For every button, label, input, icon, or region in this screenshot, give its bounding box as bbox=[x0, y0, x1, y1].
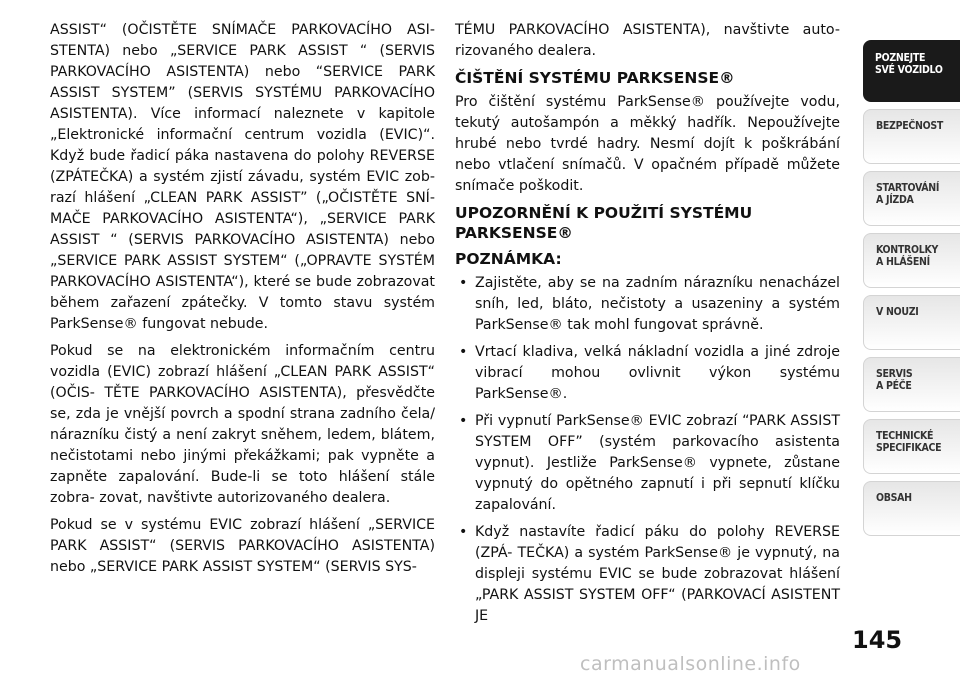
section-heading-warnings: UPOZORNĚNÍ K POUŽITÍ SYSTÉMU PARKSENSE® bbox=[455, 204, 753, 242]
section-heading-cleaning: ČIŠTĚNÍ SYSTÉMU PARKSENSE® bbox=[455, 69, 735, 87]
paragraph: Pro čištění systému ParkSense® používejte vodu, tekutý autošampón a měkký hadřík. Nepoužívejte hrubé nebo tvrdé hadry. Nesmí dojít k poškrábání nebo vtlačení snímačů. V opačném případě můžete snímače poškodit. bbox=[455, 94, 840, 194]
left-column bbox=[50, 20, 435, 584]
tab-indicators-messages[interactable]: KONTROLKY A HLÁŠENÍ bbox=[863, 233, 960, 288]
tab-starting-driving[interactable]: STARTOVÁNÍ A JÍZDA bbox=[863, 171, 960, 226]
bullet-list bbox=[455, 273, 840, 627]
tab-contents[interactable]: OBSAH bbox=[863, 481, 960, 536]
list-item: • Při vypnutí ParkSense® EVIC zobrazí “PARK ASSIST SYSTEM OFF” (systém parkovacího asistenta vypnut). Jestliže ParkSense® vypnete, zůstane vypnutý do opětného zapnutí i při sepnutí klíčku zapalování. bbox=[455, 411, 840, 516]
tab-safety[interactable]: BEZPEČNOST bbox=[863, 109, 960, 164]
tab-emergency[interactable]: V NOUZI bbox=[863, 295, 960, 350]
tab-service-care[interactable]: SERVIS A PÉČE bbox=[863, 357, 960, 412]
paragraph: Pokud se na elektronickém informačním centru vozidla (EVIC) zobrazí hlášení „CLEAN PARK ASSIST“ (OČIS- TĚTE PARKOVACÍHO ASISTENTA), přesvědčte se, zda je vnější povrch a spodní strana zadního čela/ nárazníku čistý a není zakryt sněhem, ledem, blátem, nečistotami nebo jinými překážkami; pak vypněte a zapněte zapalování. Bude-li se toto hlášení stále zobra- zovat, navštivte autorizovaného dealera. bbox=[50, 343, 435, 506]
paragraph: ASSIST“ (OČISTĚTE SNÍMAČE PARKOVACÍHO ASI- STENTA) nebo „SERVICE PARK ASSIST “ (SERVIS PARKOVACÍHO ASISTENTA) nebo “SERVICE PARK ASSIST SYSTEM” (SERVIS SYSTÉMU PARKOVACÍHO ASISTENTA). Více informací naleznete v kapitole „Elektronické informační centrum vozidla (EVIC)“. Když bude řadicí páka nastavena do polohy REVERSE (ZPÁTEČKA) a systém zjistí závadu, systém EVIC zob- razí hlášení „CLEAN PARK ASSIST” („OČISTĚTE SNÍ- MAČE PARKOVACÍHO ASISTENTA“), „SERVICE PARK ASSIST “ (SERVIS PARKOVACÍHO ASISTENTA) nebo „SERVICE PARK ASSIST SYSTEM“ („OPRAVTE SYSTÉM PARKOVACÍHO ASISTENTA“), které se bude zobrazovat během zařazení zpátečky. V tomto stavu systém ParkSense® fungovat nebude. bbox=[50, 22, 435, 332]
page-number: 145 bbox=[852, 626, 903, 654]
watermark: carmanualsonline.info bbox=[580, 653, 801, 675]
paragraph: TÉMU PARKOVACÍHO ASISTENTA), navštivte auto- rizovaného dealera. bbox=[455, 22, 840, 59]
list-item: • Vrtací kladiva, velká nákladní vozidla a jiné zdroje vibrací mohou ovlivnit výkon systému ParkSense®. bbox=[455, 342, 840, 405]
tab-know-your-vehicle[interactable]: POZNEJTE SVÉ VOZIDLO bbox=[863, 40, 960, 102]
right-column bbox=[455, 20, 840, 633]
tab-technical-specs[interactable]: TECHNICKÉ SPECIFIKACE bbox=[863, 419, 960, 474]
list-item: • Zajistěte, aby se na zadním nárazníku nenacházel sníh, led, bláto, nečistoty a usazeniny a systém ParkSense® tak mohl fungovat správně. bbox=[455, 273, 840, 336]
note-label: POZNÁMKA: bbox=[455, 250, 562, 268]
paragraph: Pokud se v systému EVIC zobrazí hlášení „SERVICE PARK ASSIST“ (SERVIS PARKOVACÍHO ASISTENTA) nebo „SERVICE PARK ASSIST SYSTEM“ (SERVIS SYS- bbox=[50, 517, 435, 575]
list-item: • Když nastavíte řadicí páku do polohy REVERSE (ZPÁ- TEČKA) a systém ParkSense® je vypnutý, na displeji systému EVIC se bude zobrazovat hlášení „PARK ASSIST SYSTEM OFF“ (PARKOVACÍ ASISTENT JE bbox=[455, 522, 840, 627]
chapter-tabs bbox=[863, 40, 960, 543]
